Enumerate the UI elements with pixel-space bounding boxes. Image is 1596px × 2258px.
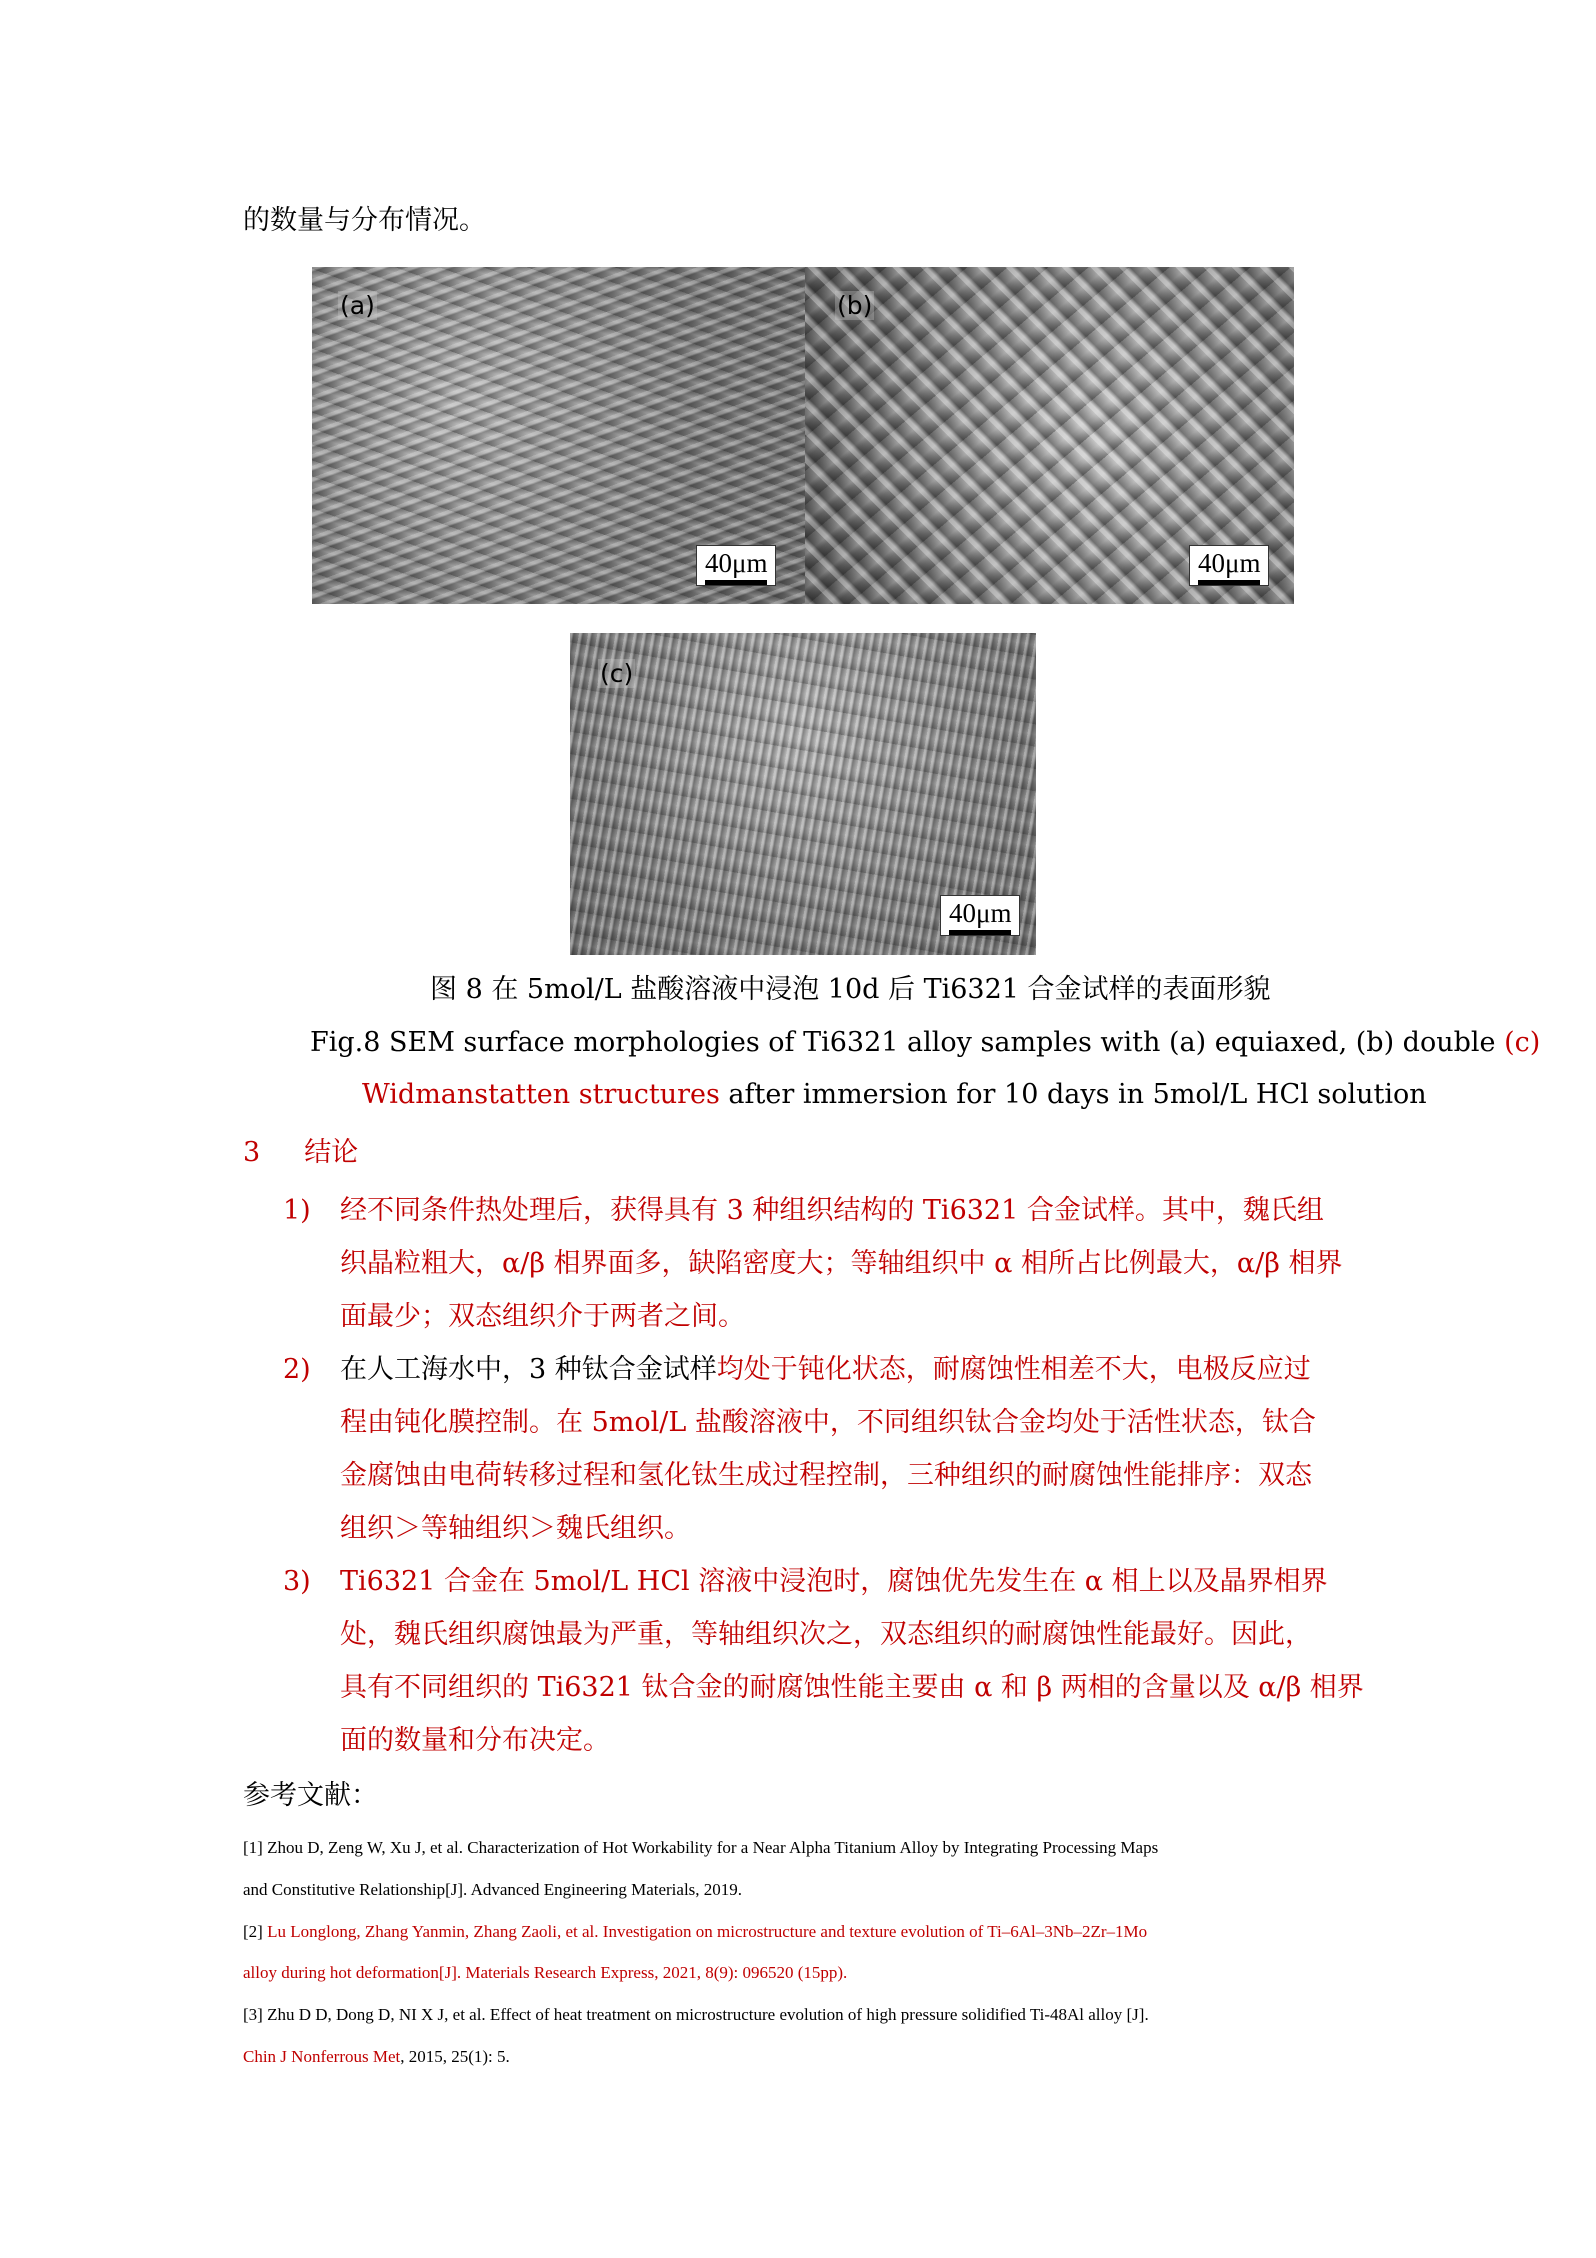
conclusion-2-line-1-black: 在人工海水中，3 种钛合金试样 [340, 1354, 717, 1385]
references-heading: 参考文献： [243, 1780, 378, 1811]
conclusion-3-line-3: 具有不同组织的 Ti6321 钛合金的耐腐蚀性能主要由 α 和 β 两相的含量以及 α/β 相界 [340, 1672, 1364, 1703]
panel-label-c: (c) [600, 659, 634, 688]
reference-2-line-1-red: Lu Longlong, Zhang Yanmin, Zhang Zaoli, et al. Investigation on microstructure and texture evolution of Ti–6Al–3Nb–2Zr–1Mo [267, 1922, 1148, 1941]
caption-en-line1-black: Fig.8 SEM surface morphologies of Ti6321 alloy samples with (a) equiaxed, (b) double [310, 1027, 1505, 1058]
caption-en-line1-red: (c) [1504, 1027, 1541, 1058]
scale-bar-label-c: 40μm [949, 898, 1012, 928]
reference-3-line-1: [3] Zhu D D, Dong D, NI X J, et al. Effect of heat treatment on microstructure evolution of high pressure solidified Ti-48Al alloy [J]. [243, 2005, 1149, 2024]
conclusion-3-number: 3) [283, 1566, 311, 1597]
scale-bar-line-a [705, 580, 767, 585]
reference-3-line-2-red: Chin J Nonferrous Met [243, 2047, 401, 2066]
conclusion-1-line-1: 经不同条件热处理后，获得具有 3 种组织结构的 Ti6321 合金试样。其中，魏氏组 [340, 1195, 1324, 1226]
continuation-line: 的数量与分布情况。 [243, 205, 486, 236]
conclusion-2-line-4: 组织＞等轴组织＞魏氏组织。 [340, 1513, 691, 1544]
conclusion-1-line-2: 织晶粒粗大，α/β 相界面多，缺陷密度大；等轴组织中 α 相所占比例最大，α/β 相界 [340, 1248, 1343, 1279]
conclusion-1-number: 1) [283, 1195, 311, 1226]
conclusion-1-line-3: 面最少；双态组织介于两者之间。 [340, 1301, 745, 1332]
sem-image-c [570, 633, 1036, 955]
sem-image-a [312, 267, 805, 604]
reference-2-number: [2] [243, 1922, 268, 1941]
scale-bar-label-b: 40μm [1198, 548, 1261, 578]
conclusion-2-line-3: 金腐蚀由电荷转移过程和氢化钛生成过程控制，三种组织的耐腐蚀性能排序：双态 [340, 1460, 1312, 1491]
reference-2-line-2: alloy during hot deformation[J]. Materials Research Express, 2021, 8(9): 096520 (15pp). [243, 1963, 848, 1982]
reference-1-line-1: [1] Zhou D, Zeng W, Xu J, et al. Characterization of Hot Workability for a Near Alpha Titanium Alloy by Integrating Processing Maps [243, 1838, 1159, 1857]
caption-en-line2-black: after immersion for 10 days in 5mol/L HCl solution [719, 1079, 1427, 1110]
sem-image-b [805, 267, 1294, 604]
panel-label-a: (a) [340, 291, 375, 320]
scale-bar-line-b [1198, 580, 1260, 585]
conclusion-2-line-2: 程由钝化膜控制。在 5mol/L 盐酸溶液中，不同组织钛合金均处于活性状态，钛合 [340, 1407, 1316, 1438]
conclusion-2-line-1-red: 均处于钝化状态，耐腐蚀性相差不大，电极反应过 [716, 1354, 1311, 1385]
conclusion-2-number: 2) [283, 1354, 311, 1385]
scale-bar-c [940, 895, 1020, 936]
reference-3-line-2-black: , 2015, 25(1): 5. [400, 2047, 510, 2066]
section-title: 结论 [304, 1137, 359, 1168]
scale-bar-line-c [949, 930, 1011, 935]
conclusion-2-line-1 [340, 1355, 1311, 1385]
scale-bar-label-a: 40μm [705, 548, 768, 578]
figure-caption-en-line1 [310, 1028, 1540, 1058]
section-number: 3 [243, 1137, 261, 1168]
figure-caption-en-line2 [362, 1080, 1427, 1110]
reference-3-line-2 [243, 2047, 510, 2067]
figure-caption-cn: 图 8 在 5mol/L 盐酸溶液中浸泡 10d 后 Ti6321 合金试样的表面形貌 [430, 974, 1271, 1005]
conclusion-3-line-2: 处，魏氏组织腐蚀最为严重，等轴组织次之，双态组织的耐腐蚀性能最好。因此， [340, 1619, 1312, 1650]
panel-label-b: (b) [837, 291, 873, 320]
reference-2-line-1 [243, 1922, 1147, 1942]
reference-1-line-2: and Constitutive Relationship[J]. Advanced Engineering Materials, 2019. [243, 1880, 743, 1899]
caption-en-line2-red: Widmanstatten structures [362, 1079, 720, 1110]
conclusion-3-line-4: 面的数量和分布决定。 [340, 1725, 610, 1756]
section-heading [243, 1138, 358, 1168]
scale-bar-b [1189, 545, 1269, 586]
scale-bar-a [696, 545, 776, 586]
conclusion-3-line-1: Ti6321 合金在 5mol/L HCl 溶液中浸泡时，腐蚀优先发生在 α 相上以及晶界相界 [340, 1566, 1328, 1597]
